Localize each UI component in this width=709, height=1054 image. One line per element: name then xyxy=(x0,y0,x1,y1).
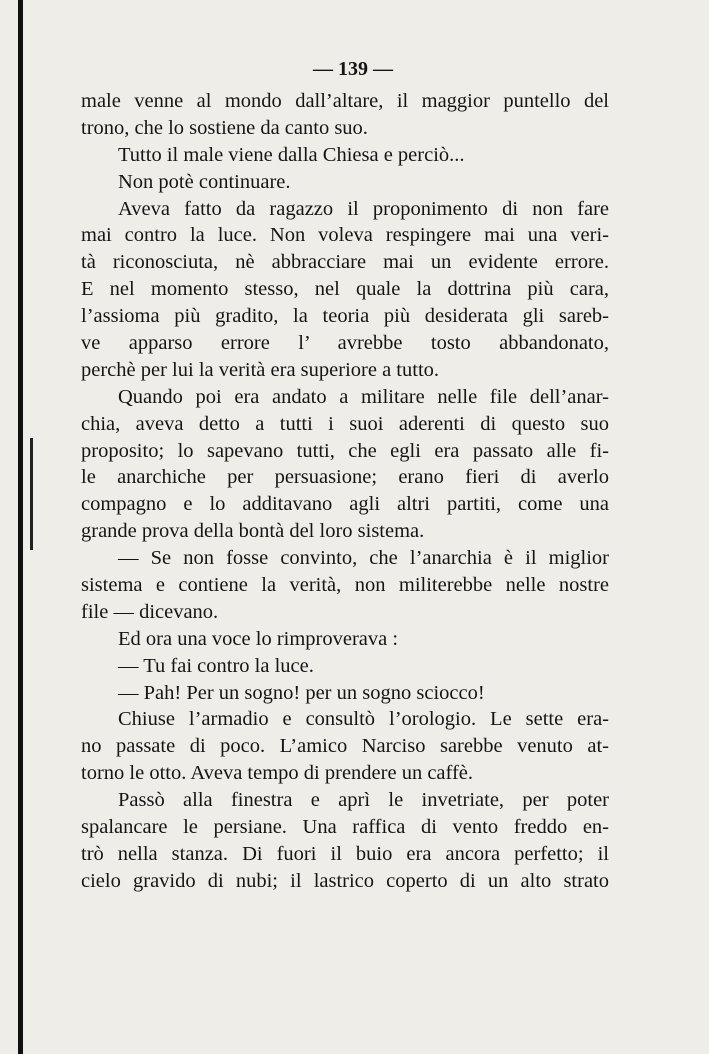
text-line: chia, aveva detto a tutti i suoi aderenti di questo suo xyxy=(81,412,609,435)
text-line: grande prova della bontà del loro sistema. xyxy=(81,520,425,543)
page-text-block xyxy=(81,50,609,895)
text-line: — Tu fai contro la luce. xyxy=(118,654,314,677)
page-binding-edge xyxy=(18,0,23,1054)
text-line: le anarchiche per persuasione; erano fieri di averlo xyxy=(81,466,609,489)
page-number: — 139 — xyxy=(313,58,393,80)
text-line: Tutto il male viene dalla Chiesa e perciò... xyxy=(118,143,465,166)
text-line: torno le otto. Aveva tempo di prendere un caffè. xyxy=(81,762,474,785)
text-line: ve apparso errore l’ avrebbe tosto abbandonato, xyxy=(81,332,609,355)
text-line: male venne al mondo dall’altare, il maggior puntello del xyxy=(81,90,609,112)
text-lines xyxy=(81,88,609,895)
text-line: cielo gravido di nubi; il lastrico coperto di un alto strato xyxy=(81,869,609,892)
text-line: — Se non fosse convinto, che l’anarchia è il miglior xyxy=(118,547,609,570)
text-line: file — dicevano. xyxy=(81,600,219,623)
text-line: no passate di poco. L’amico Narciso sarebbe venuto at- xyxy=(81,735,609,758)
text-line: sistema e contiene la verità, non militerebbe nelle nostre xyxy=(81,574,609,597)
text-line: Non potè continuare. xyxy=(118,170,291,193)
text-line: trò nella stanza. Di fuori il buio era ancora perfetto; il xyxy=(81,842,609,865)
text-line: proposito; lo sapevano tutti, che egli era passato alle fi- xyxy=(81,439,609,462)
page-binding-mark xyxy=(30,438,33,550)
text-line: Ed ora una voce lo rimproverava : xyxy=(118,627,399,650)
text-line: Chiuse l’armadio e consultò l’orologio. Le sette era- xyxy=(118,708,609,731)
text-line: trono, che lo sostiene da canto suo. xyxy=(81,116,368,139)
text-line: perchè per lui la verità era superiore a tutto. xyxy=(81,358,440,381)
text-line: Quando poi era andato a militare nelle file dell’anar- xyxy=(118,385,609,408)
text-line: Aveva fatto da ragazzo il proponimento di non fare xyxy=(118,197,609,220)
text-line: mai contro la luce. Non voleva respingere mai una veri- xyxy=(81,224,609,247)
text-line: Passò alla finestra e aprì le invetriate, per poter xyxy=(118,789,609,812)
text-line: tà riconosciuta, nè abbracciare mai un evidente errore. xyxy=(81,251,609,274)
text-line: l’assioma più gradito, la teoria più desiderata gli sareb- xyxy=(81,305,609,328)
text-line: compagno e lo additavano agli altri partiti, come una xyxy=(81,493,609,516)
text-line: — Pah! Per un sogno! per un sogno sciocco! xyxy=(118,681,485,704)
text-line: spalancare le persiane. Una raffica di vento freddo en- xyxy=(81,816,609,839)
text-line: E nel momento stesso, nel quale la dottrina più cara, xyxy=(81,278,609,301)
